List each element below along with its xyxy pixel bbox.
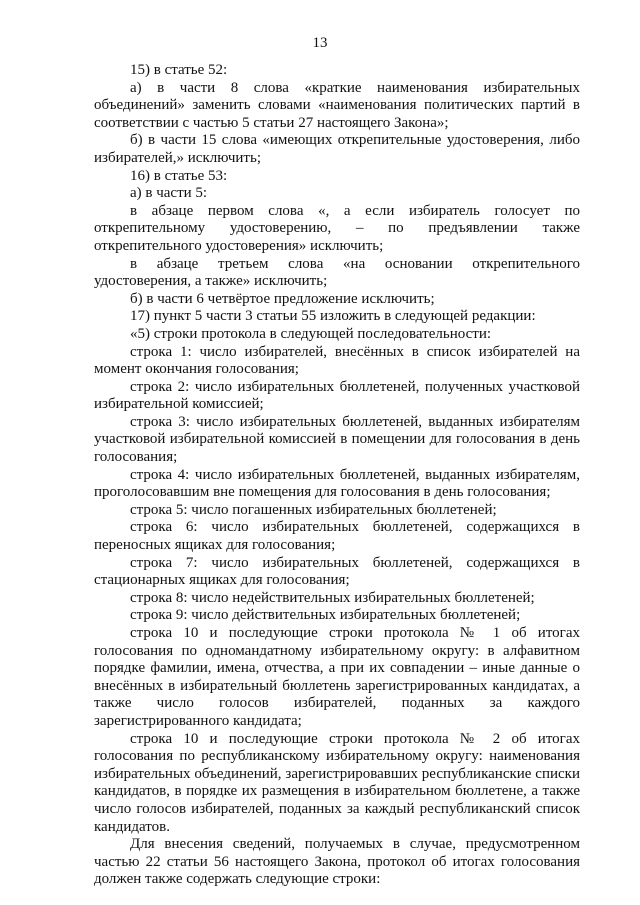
- paragraph-item-17: 17) пункт 5 части 3 статьи 55 изложить в следующей редакции:: [130, 308, 536, 325]
- paragraph-subitem: б) в части 15 слова «имеющих открепительные удостоверения, либо избирателей,» исключить;: [94, 132, 580, 166]
- paragraph-subitem: а) в части 8 слова «краткие наименования избирательных объединений» заменить словами «наименования политических партий в соответствии с частью 5 статьи 27 настоящего Закона»;: [94, 79, 580, 131]
- protocol-line: строка 5: число погашенных избирательных бюллетеней;: [130, 501, 497, 518]
- paragraph-text: «5) строки протокола в следующей последовательности:: [130, 325, 492, 342]
- protocol-line: строка 1: число избирателей, внесённых в список избирателей на момент окончания голосования;: [94, 343, 580, 378]
- protocol-line: строка 8: число недействительных избирательных бюллетеней;: [130, 589, 535, 606]
- paragraph-item-16: 16) в статье 53:: [130, 167, 228, 184]
- paragraph-text: в абзаце первом слова «, а если избиратель голосует по открепительному удостоверению, – по предъявлении также открепительного удостоверения» исключить;: [94, 202, 580, 254]
- protocol-line: строка 3: число избирательных бюллетеней, выданных избирателям участковой избирательной комиссией в помещении для голосования в день голосования;: [94, 413, 580, 466]
- paragraph-subitem: б) в части 6 четвёртое предложение исключить;: [130, 290, 435, 307]
- protocol-line: строка 10 и последующие строки протокола № 1 об итогах голосования по одномандатному избирательному округу: в алфавитном порядке фамилии, имена, отчества, а при их совпадении – иные данные о внесённых в избирательный бюллетень зарегистрированных кандидатах, а также число голосов избирателей, поданных за каждого зарегистрированного кандидата;: [94, 625, 580, 729]
- paragraph-item-15: 15) в статье 52:: [130, 62, 228, 78]
- protocol-line: строка 4: число избирательных бюллетеней, выданных избирателям, проголосовавшим вне помещения для голосования в день голосования;: [94, 466, 580, 501]
- protocol-line: строка 6: число избирательных бюллетеней, содержащихся в переносных ящиках для голосования;: [94, 519, 580, 554]
- document-body: [94, 62, 580, 889]
- page-number: 13: [312, 35, 328, 51]
- paragraph-text: в абзаце третьем слова «на основании открепительного удостоверения, а также» исключить;: [94, 255, 580, 290]
- protocol-line: строка 7: число избирательных бюллетеней, содержащихся в стационарных ящиках для голосования;: [94, 554, 580, 589]
- paragraph-subitem: а) в части 5:: [130, 185, 208, 202]
- protocol-line: строка 9: число действительных избирательных бюллетеней;: [130, 607, 521, 624]
- protocol-line: строка 10 и последующие строки протокола № 2 об итогах голосования по республиканскому избирательному округу: наименования избирательных объединений, зарегистрировавших республиканские списки кандидатов, в порядке их размещения в избирательном бюллетене, а также число голосов избирателей, поданных за каждый республиканский список кандидатов.: [94, 730, 580, 835]
- paragraph-text: Для внесения сведений, получаемых в случае, предусмотренном частью 22 статьи 56 настоящего Закона, протокол об итогах голосования должен также содержать следующие строки:: [94, 836, 580, 888]
- protocol-line: строка 2: число избирательных бюллетеней, полученных участковой избирательной комиссией;: [94, 378, 580, 413]
